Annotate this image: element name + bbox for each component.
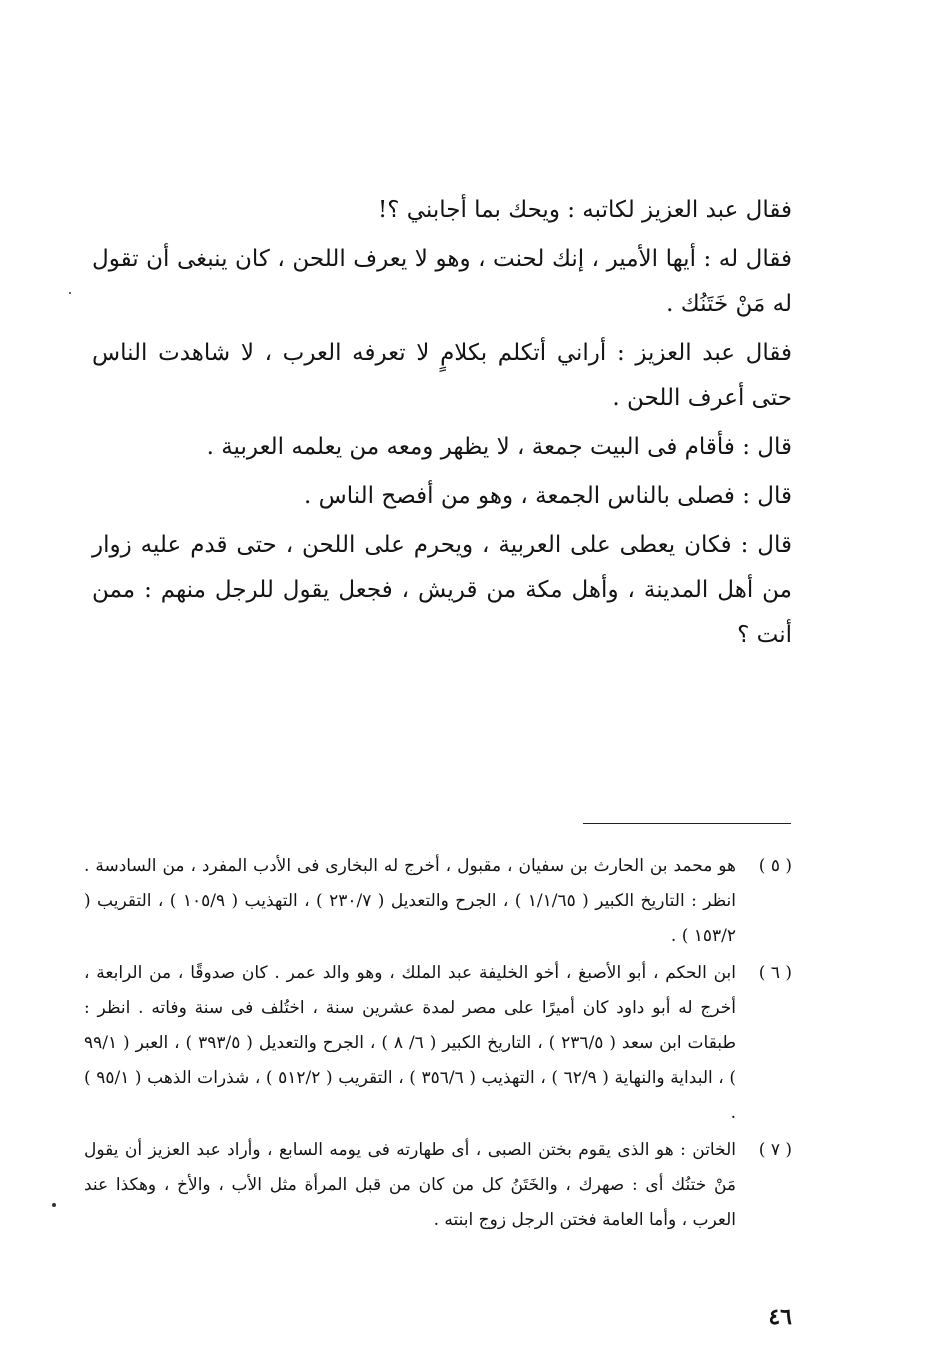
footnote-number: ( ٦ )	[758, 963, 792, 983]
paragraph-1: فقال عبد العزيز لكاتبه : ويحك بما أجابني ؟!	[377, 197, 792, 223]
paragraph-6: قال : فكان يعطى على العربية ، ويحرم على اللحن ، حتى قدم عليه زوار من أهل المدينة ، وأهل مكة من قريش ، فجعل يقول للرجل منهم : ممن أنت ؟	[92, 532, 792, 648]
footnote-divider	[583, 823, 791, 824]
footnote-6	[84, 956, 792, 1131]
footnote-number: ( ٧ )	[758, 1140, 792, 1160]
footnote-7	[84, 1133, 792, 1238]
footnote-text: الخاتن : هو الذى يقوم بختن الصبى ، أى طهارته فى يومه السابع ، وأراد عبد العزيز أن يقول مَنْ ختنُك أى : صهرك ، والخَتَنُ كل من كان من قبل المرأة مثل الأب ، والأخ ، وهكذا عند العرب ، وأما العامة فختن الرجل زوج ابنته .	[84, 1140, 736, 1230]
paragraph-4: قال : فأقام فى البيت جمعة ، لا يظهر ومعه من يعلمه العربية .	[206, 434, 792, 460]
paragraph-2: فقال له : أيها الأمير ، إنك لحنت ، وهو لا يعرف اللحن ، كان ينبغى أن تقول له مَنْ خَتَنُك .	[92, 246, 792, 317]
paragraph-5: قال : فصلى بالناس الجمعة ، وهو من أفصح الناس .	[304, 483, 792, 509]
footnote-text: هو محمد بن الحارث بن سفيان ، مقبول ، أخرج له البخارى فى الأدب المفرد ، من السادسة . انظر : التاريخ الكبير ( ١/١/٦٥ ) ، الجرح والتعديل ( ٢٣٠/٧ ) ، التهذيب ( ١٠٥/٩ ) ، التقريب ( ١٥٣/٢ ) .	[84, 856, 736, 946]
scan-speck	[52, 1203, 56, 1207]
page-number: ٤٦	[768, 1304, 792, 1330]
paragraph-3: فقال عبد العزيز : أراني أتكلم بكلامٍ لا تعرفه العرب ، لا شاهدت الناس حتى أعرف اللحن .	[92, 340, 792, 411]
footnote-number: ( ٥ )	[758, 856, 792, 876]
scan-speck	[69, 292, 71, 294]
main-text-block	[92, 188, 792, 662]
footnote-text: ابن الحكم ، أبو الأصبغ ، أخو الخليفة عبد الملك ، وهو والد عمر . كان صدوقًا ، من الرابعة ، أخرج له أبو داود كان أميرًا على مصر لمدة عشرين سنة ، اختُلف فى سنة وفاته . انظر : طبقات ابن سعد ( ٢٣٦/٥ ) ، التاريخ الكبير ( ٦/ ٨ ) ، الجرح والتعديل ( ٣٩٣/٥ ) ، العبر ( ٩٩/١ ) ، البداية والنهاية ( ٦٢/٩ ) ، التهذيب ( ٣٥٦/٦ ) ، التقريب ( ٥١٢/٢ ) ، شذرات الذهب ( ٩٥/١ ) .	[84, 963, 736, 1123]
footnote-5	[84, 849, 792, 954]
footnotes-block	[84, 849, 792, 1240]
